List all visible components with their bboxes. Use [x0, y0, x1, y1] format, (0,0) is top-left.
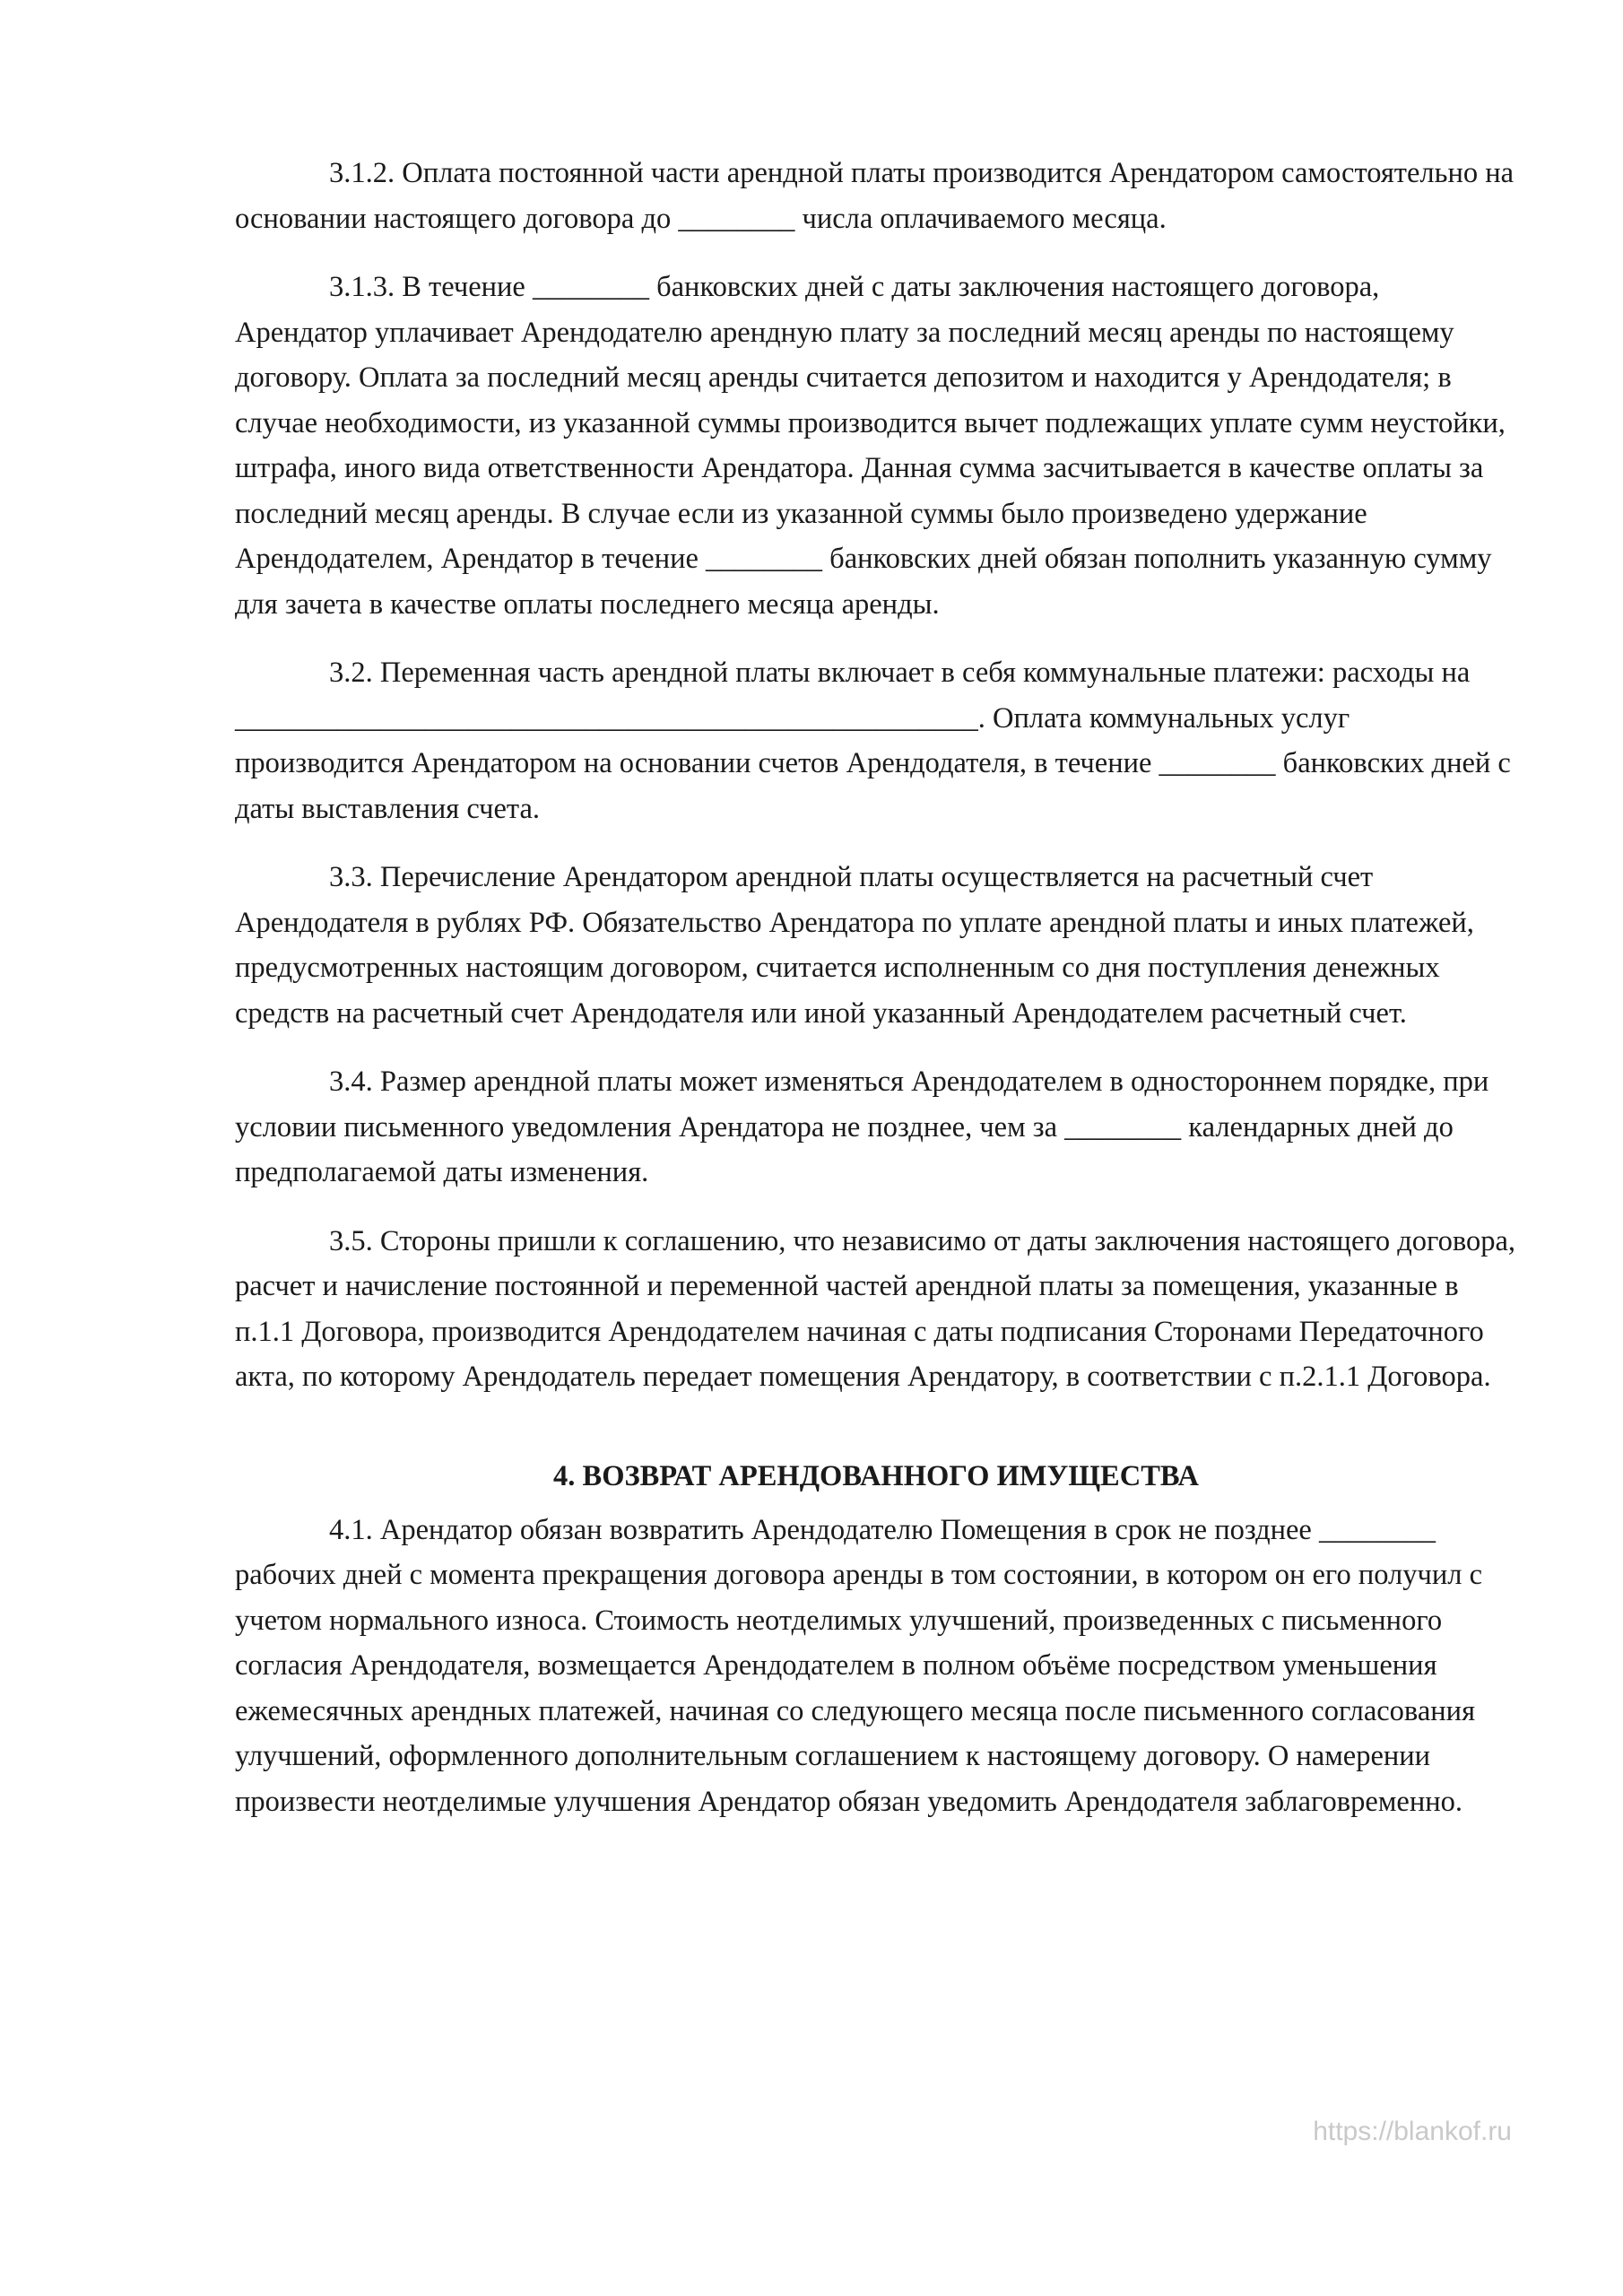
clause-4-1: 4.1. Арендатор обязан возвратить Арендодателю Помещения в срок не позднее ________ рабочих дней с момента прекращения договора аренды в том состоянии, в котором он его получил с учетом нормального износа. Стоимость неотделимых улучшений, произведенных с письменного согласия Арендодателя, возмещается Арендодателем в полном объёме посредством уменьшения ежемесячных арендных платежей, начиная со следующего месяца после письменного согласования улучшений, оформленного дополнительным соглашением к настоящему договору. О намерении произвести неотделимые улучшения Арендатор обязан уведомить Арендодателя заблаговременно. [235, 1513, 1483, 1818]
document-page [235, 151, 1517, 1848]
clause-3-4: 3.4. Размер арендной платы может изменяться Арендодателем в одностороннем порядке, при условии письменного уведомления Арендатора не позднее, чем за ________ календарных дней до предполагаемой даты изменения. [235, 1065, 1489, 1188]
clause-3-1-3: 3.1.3. В течение ________ банковских дней с даты заключения настоящего договора, Арендатор уплачивает Арендодателю арендную плату за последний месяц аренды по настоящему договору. Оплата за последний месяц аренды считается депозитом и находится у Арендодателя; в случае необходимости, из указанной суммы производится вычет подлежащих уплате сумм неустойки, штрафа, иного вида ответственности Арендатора. Данная сумма засчитывается в качестве оплаты за последний месяц аренды. В случае если из указанной суммы было произведено удержание Арендодателем, Арендатор в течение ________ банковских дней обязан пополнить указанную сумму для зачета в качестве оплаты последнего месяца аренды. [235, 271, 1506, 621]
watermark-link[interactable]: https://blankof.ru [1313, 2117, 1512, 2146]
clause-3-1-2: 3.1.2. Оплата постоянной части арендной платы производится Арендатором самостоятельно на основании настоящего договора до ________ числа оплачиваемого месяца. [235, 157, 1515, 235]
section-4-heading: 4. ВОЗВРАТ АРЕНДОВАННОГО ИМУЩЕСТВА [553, 1459, 1199, 1492]
clause-3-3: 3.3. Перечисление Арендатором арендной платы осуществляется на расчетный счет Арендодателя в рублях РФ. Обязательство Арендатора по уплате арендной платы и иных платежей, предусмотренных настоящим договором, считается исполненным со дня поступления денежных средств на расчетный счет Арендодателя или иной указанный Арендодателем расчетный счет. [235, 861, 1474, 1030]
clause-3-5: 3.5. Стороны пришли к соглашению, что независимо от даты заключения настоящего договора, расчет и начисление постоянной и переменной частей арендной платы за помещения, указанные в п.1.1 Договора, производится Арендодателем начиная с даты подписания Сторонами Передаточного акта, по которому Арендодатель передает помещения Арендатору, в соответствии с п.2.1.1 Договора. [235, 1224, 1515, 1393]
clause-3-2: 3.2. Переменная часть арендной платы включает в себя коммунальные платежи: расходы на ___________________________________________________. Оплата коммунальных услуг производится Арендатором на основании счетов Арендодателя, в течение ________ банковских дней с даты выставления счета. [235, 657, 1511, 825]
